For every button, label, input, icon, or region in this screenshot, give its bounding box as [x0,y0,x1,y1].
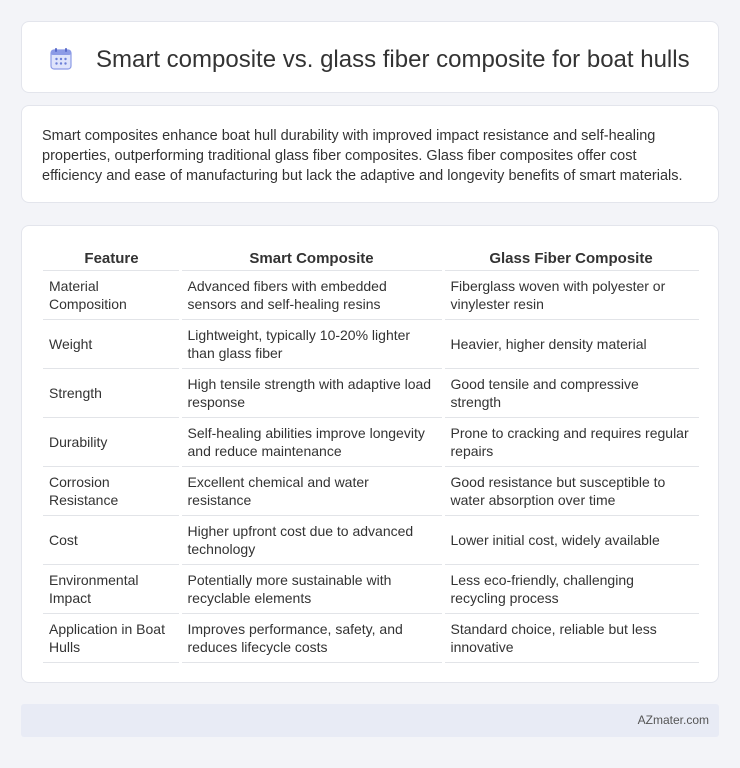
comparison-table [43,248,699,663]
smart-composite-cell: High tensile strength with adaptive load response [180,368,443,417]
table-row [43,368,699,417]
feature-cell: Cost [43,515,180,564]
footer-brand: AZmater.com [637,713,709,727]
feature-cell: Durability [43,417,180,466]
smart-composite-cell: Advanced fibers with embedded sensors and self-healing resins [180,270,443,319]
column-header-glass-fiber-composite: Glass Fiber Composite [443,248,699,270]
summary-text: Smart composites enhance boat hull durability with improved impact resistance and self-healing properties, outperforming traditional glass fiber composites. Glass fiber composites offer cost efficiency and ease of manufacturing but lack the adaptive and longevity benefits of smart materials. [42,128,683,184]
table-header-row [43,248,699,270]
table-row [43,564,699,613]
glass-fiber-cell: Heavier, higher density material [443,319,699,368]
feature-cell: Application in Boat Hulls [43,613,180,662]
table-row [43,417,699,466]
title-card [21,21,719,93]
feature-cell: Weight [43,319,180,368]
glass-fiber-cell: Fiberglass woven with polyester or vinylester resin [443,270,699,319]
page-title: Smart composite vs. glass fiber composite for boat hulls [96,46,690,73]
table-row [43,613,699,662]
table-row [43,466,699,515]
feature-cell: Environmental Impact [43,564,180,613]
glass-fiber-cell: Standard choice, reliable but less innovative [443,613,699,662]
summary-card [21,105,719,203]
smart-composite-cell: Improves performance, safety, and reduces lifecycle costs [180,613,443,662]
smart-composite-cell: Excellent chemical and water resistance [180,466,443,515]
smart-composite-cell: Higher upfront cost due to advanced technology [180,515,443,564]
glass-fiber-cell: Less eco-friendly, challenging recycling process [443,564,699,613]
column-header-smart-composite: Smart Composite [180,248,443,270]
comparison-table-card [21,225,719,683]
smart-composite-cell: Potentially more sustainable with recyclable elements [180,564,443,613]
glass-fiber-cell: Lower initial cost, widely available [443,515,699,564]
feature-cell: Strength [43,368,180,417]
feature-cell: Corrosion Resistance [43,466,180,515]
glass-fiber-cell: Prone to cracking and requires regular repairs [443,417,699,466]
table-row [43,515,699,564]
footer [21,704,719,737]
table-row [43,319,699,368]
smart-composite-cell: Self-healing abilities improve longevity and reduce maintenance [180,417,443,466]
glass-fiber-cell: Good resistance but susceptible to water absorption over time [443,466,699,515]
feature-cell: Material Composition [43,270,180,319]
column-header-feature: Feature [43,248,180,270]
calendar-icon [49,47,73,71]
table-row [43,270,699,319]
glass-fiber-cell: Good tensile and compressive strength [443,368,699,417]
smart-composite-cell: Lightweight, typically 10-20% lighter than glass fiber [180,319,443,368]
